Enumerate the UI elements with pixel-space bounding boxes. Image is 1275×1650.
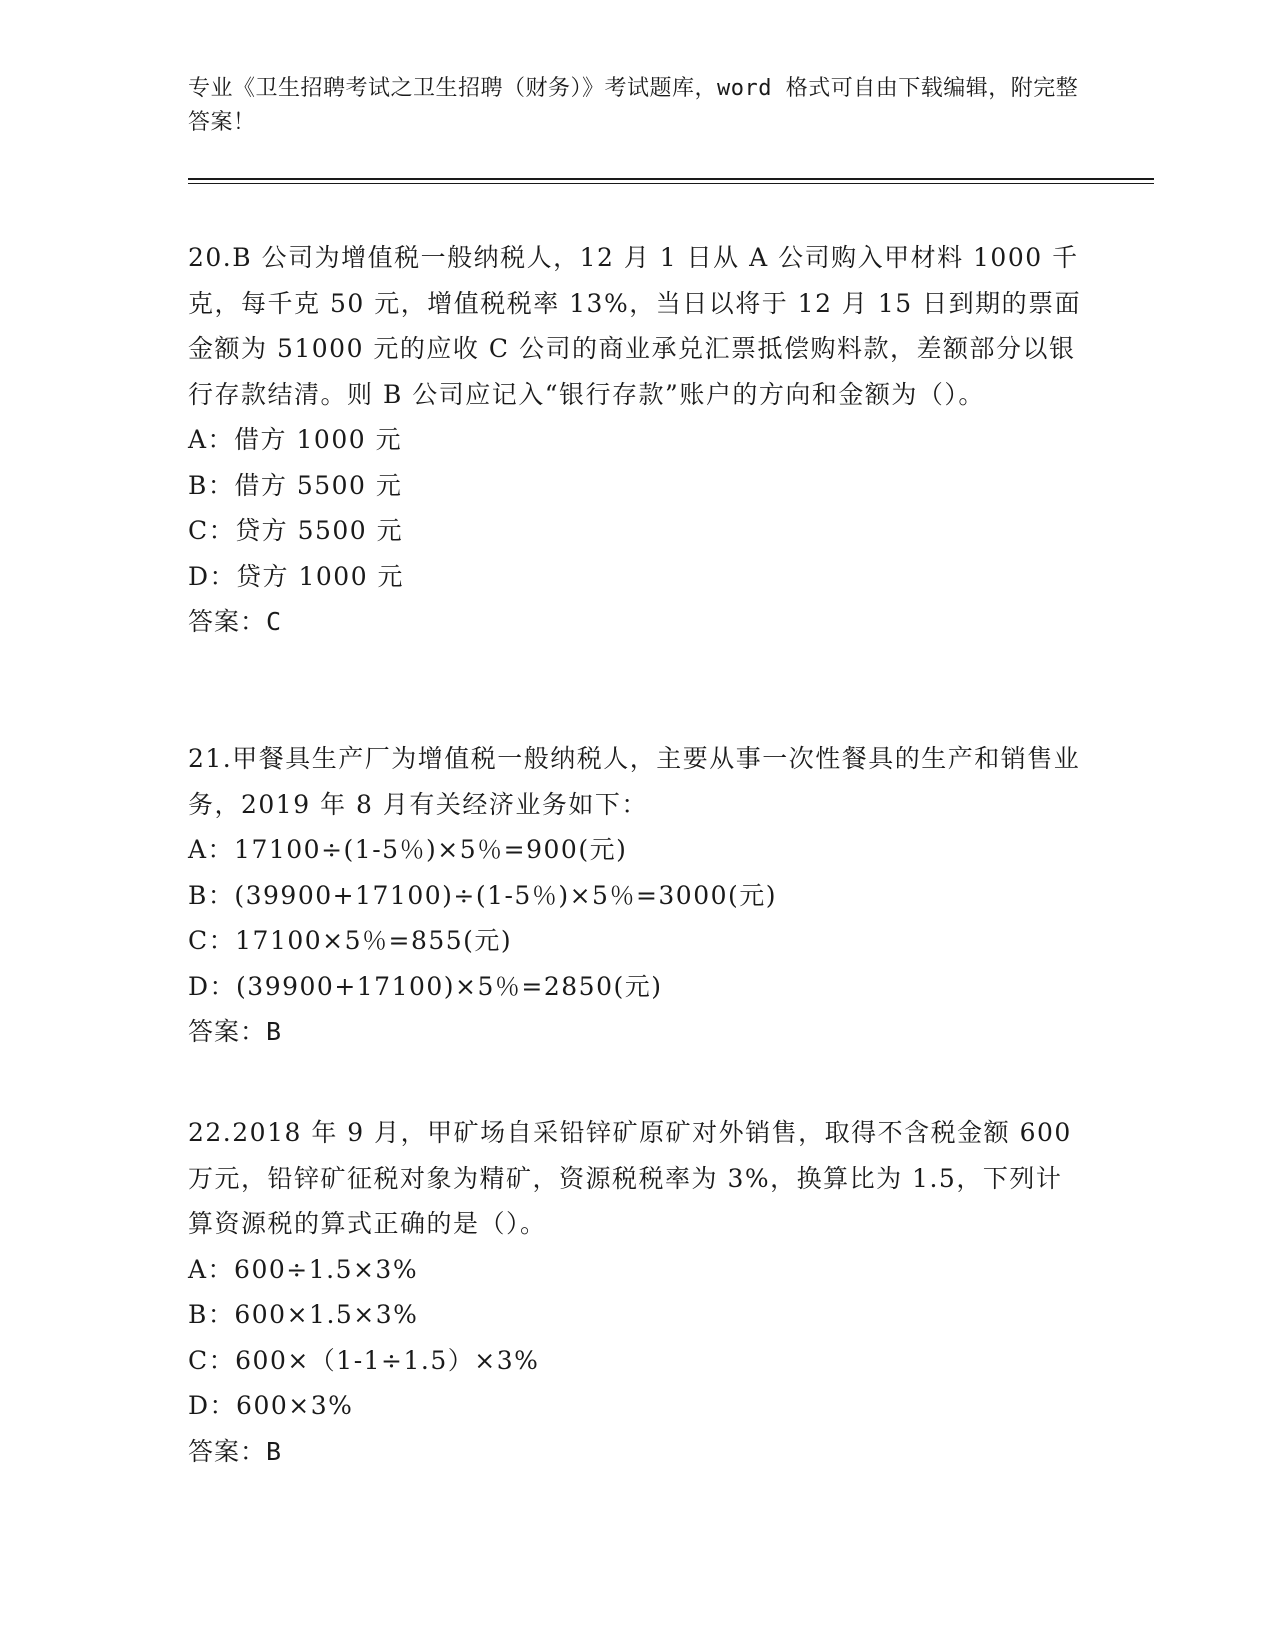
answer-line: 答案：B bbox=[188, 1017, 283, 1046]
question-stem: 20.B 公司为增值税一般纳税人，12 月 1 日从 A 公司购入甲材料 1000 千克，每千克 50 元，增值税税率 13%，当日以将于 12 月 15 日到期的票面金额为 51000 元的应收 C 公司的商业承兑汇票抵偿购料款，差额部分以银行存款结清。则 B 公司应记入“银行存款”账户的方向和金额为（）。 bbox=[188, 243, 1082, 409]
question-stem: 21.甲餐具生产厂为增值税一般纳税人，主要从事一次性餐具的生产和销售业务，2019 年 8 月有关经济业务如下： bbox=[188, 744, 1081, 819]
question-22 bbox=[188, 1110, 1088, 1474]
option-c: C：17100×5％=855(元) bbox=[188, 926, 513, 955]
option-d: D：贷方 1000 元 bbox=[188, 561, 405, 591]
document-header: 专业《卫生招聘考试之卫生招聘（财务）》考试题库，word 格式可自由下载编辑，附完整答案！ bbox=[188, 76, 1079, 135]
question-20 bbox=[188, 235, 1088, 645]
option-c: C：600×（1-1÷1.5）×3% bbox=[188, 1345, 540, 1375]
option-a: A：借方 1000 元 bbox=[188, 425, 403, 454]
option-a: A：600÷1.5×3% bbox=[188, 1254, 419, 1284]
answer-line: 答案：B bbox=[188, 1436, 283, 1466]
option-b: B：600×1.5×3% bbox=[188, 1300, 419, 1329]
header-divider-thin bbox=[188, 183, 1154, 184]
option-c: C：贷方 5500 元 bbox=[188, 516, 404, 545]
header-divider-thick bbox=[188, 178, 1154, 180]
question-stem: 22.2018 年 9 月，甲矿场自采铅锌矿原矿对外销售，取得不含税金额 600 万元，铅锌矿征税对象为精矿，资源税税率为 3%，换算比为 1.5，下列计算资源税的算式正确的是（）。 bbox=[188, 1118, 1072, 1238]
answer-line: 答案：C bbox=[188, 607, 283, 636]
question-21 bbox=[188, 736, 1088, 1055]
option-a: A：17100÷(1-5％)×5％=900(元) bbox=[188, 835, 628, 864]
option-d: D：600×3% bbox=[188, 1391, 354, 1420]
option-b: B：借方 5500 元 bbox=[188, 470, 403, 500]
option-b: B：(39900+17100)÷(1-5％)×5％=3000(元) bbox=[188, 880, 778, 910]
option-d: D：(39900+17100)×5％=2850(元) bbox=[188, 971, 663, 1001]
